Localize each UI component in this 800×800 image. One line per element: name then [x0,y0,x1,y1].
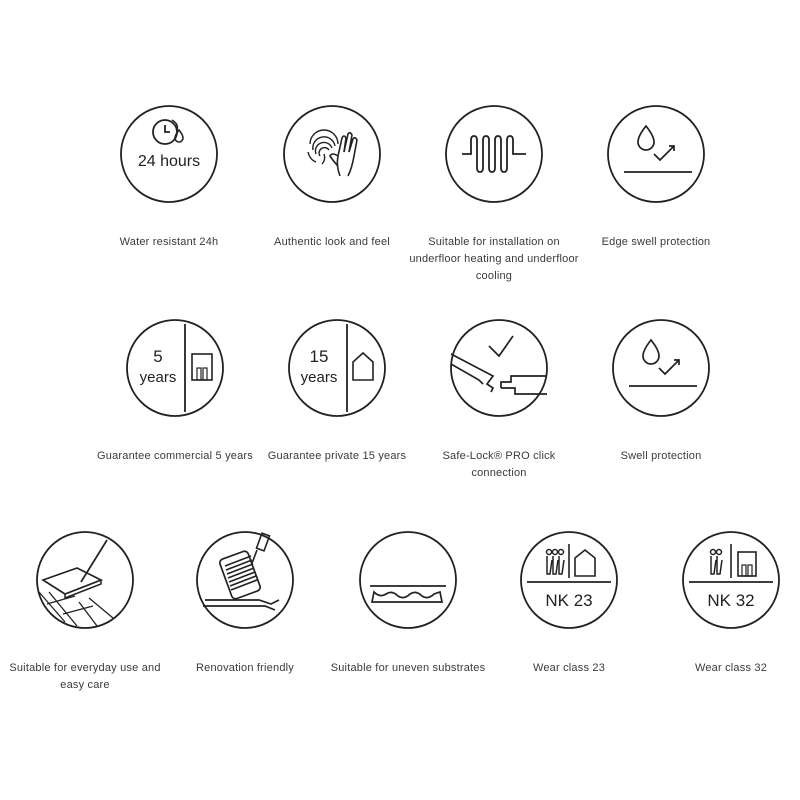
feature-label: Guarantee commercial 5 years [97,450,253,462]
feature-label: Authentic look and feel [274,236,390,248]
feature-water-resistant [84,104,254,251]
feature-label: Wear class 32 [694,662,768,674]
water-resistant-24h-icon [119,104,219,204]
feature-label: Safe-Lock® PRO click connection [442,450,556,479]
feature-label: Swell protection [620,450,702,462]
uneven-substrates-icon [358,530,458,630]
feature-uneven-substrates [323,530,493,677]
feature-wear-class-23 [484,530,654,677]
feature-label: Suitable for everyday use and easy care [9,662,161,691]
feature-guarantee-commercial [90,318,260,465]
feature-label: Suitable for installation on underfloor heating and underfloor cooling [409,236,579,282]
feature-safe-lock [414,318,584,482]
underfloor-heating-icon [444,104,544,204]
icon-text-24-hours: 24 hours [137,153,201,170]
easy-care-mop-icon [35,530,135,630]
wear-class-32-icon [681,530,781,630]
feature-label: Wear class 23 [532,662,606,674]
feature-renovation [160,530,330,677]
guarantee-commercial-icon [125,318,225,418]
feature-guarantee-private [252,318,422,465]
authentic-look-icon [282,104,382,204]
edge-swell-protection-icon [606,104,706,204]
feature-label: Guarantee private 15 years [267,450,407,462]
guarantee-years-unit: years [300,369,338,386]
feature-label: Edge swell protection [601,236,711,248]
feature-edge-swell [571,104,741,251]
feature-label: Water resistant 24h [119,236,219,248]
renovation-roller-icon [195,530,295,630]
swell-protection-icon [611,318,711,418]
safe-lock-click-icon [449,318,549,418]
feature-underfloor-heating [409,104,579,285]
wear-class-23-icon [519,530,619,630]
guarantee-years-number: 5 [153,347,163,366]
icon-text-nk-23: NK 23 [545,591,593,610]
feature-label: Renovation friendly [196,662,294,674]
feature-easy-care [0,530,170,694]
feature-wear-class-32 [646,530,800,677]
guarantee-private-icon [287,318,387,418]
guarantee-years-number: 15 [309,347,329,366]
feature-swell-protection [576,318,746,465]
guarantee-years-unit: years [139,369,177,386]
feature-authentic-look [247,104,417,251]
icon-text-nk-32: NK 32 [707,591,755,610]
feature-label: Suitable for uneven substrates [330,662,486,674]
